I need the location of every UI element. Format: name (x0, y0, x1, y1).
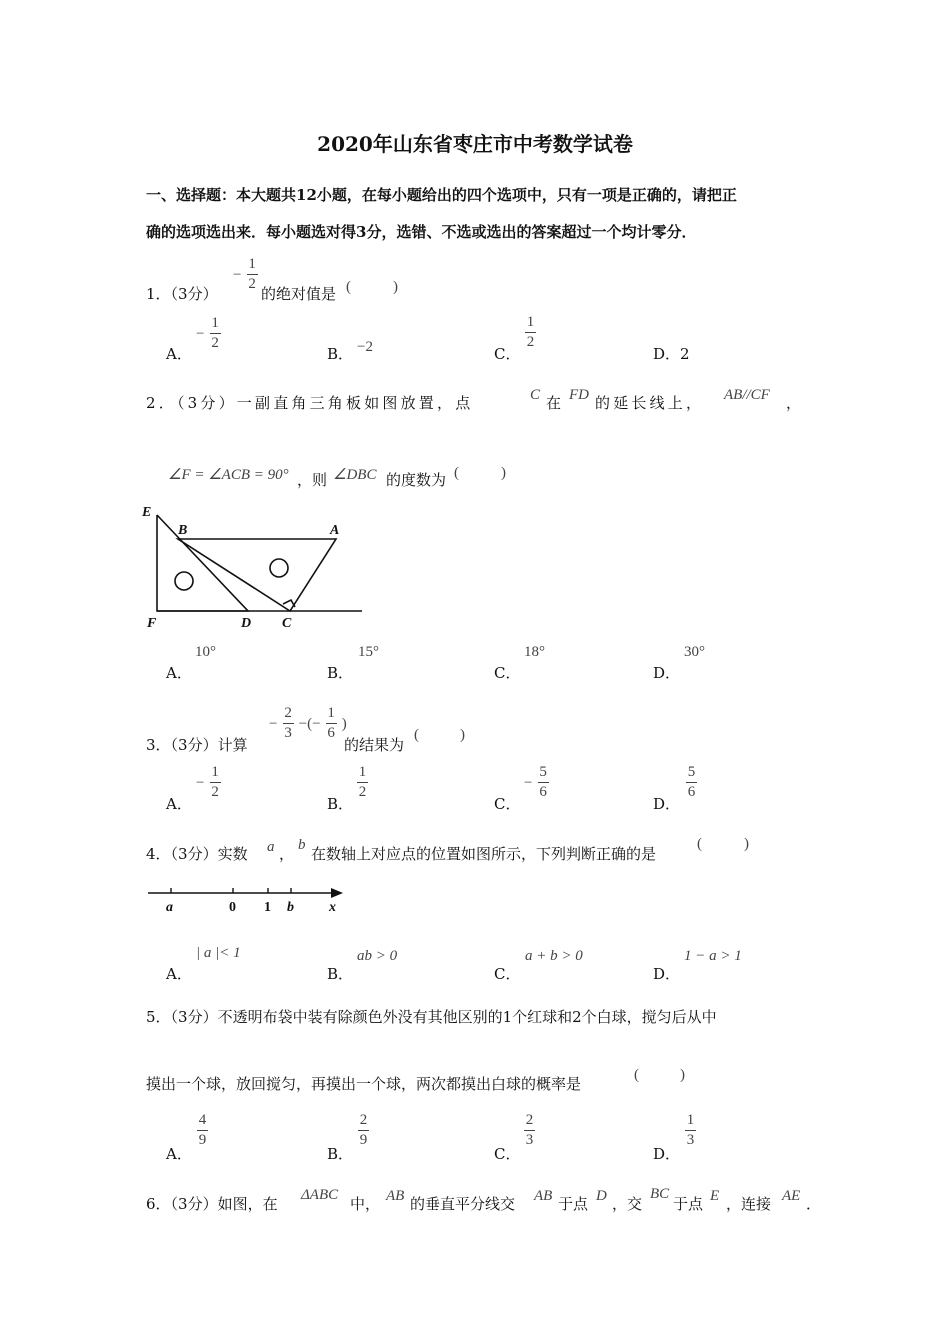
q4-axis-arrow (331, 888, 343, 898)
q2-angle-dbc: ∠DBC (333, 467, 377, 483)
q3-option-d-den: 6 (687, 784, 696, 800)
q3-option-b-label[interactable]: B． (327, 795, 354, 813)
q3-expr-num1: 2 (284, 705, 292, 721)
q3-option-b-num: 1 (358, 764, 367, 780)
q6-text-6: 于点 (673, 1195, 704, 1213)
q3-option-d-num: 5 (687, 764, 696, 780)
q5-option-b-label[interactable]: B． (327, 1145, 354, 1163)
q1-option-b-label[interactable]: B． (327, 345, 354, 363)
q3-expr-num2: 1 (327, 705, 335, 721)
q6-ab: AB (386, 1188, 405, 1204)
q2-label-e: E (142, 505, 152, 520)
q2-option-b-label[interactable]: B． (327, 664, 354, 682)
q5-option-b-value (358, 1112, 369, 1149)
q3-text: 3．（3分）计算 (146, 736, 248, 754)
q2-label-d: D (241, 616, 252, 631)
q6-d: D (596, 1188, 607, 1204)
q2-triangle-bac (178, 539, 336, 611)
q5-option-c-den: 3 (525, 1132, 534, 1148)
q1-option-c-num: 1 (526, 314, 535, 330)
q1-option-a-sign: − (196, 326, 205, 342)
q6-text-1: 6．（3分）如图，在 (146, 1195, 278, 1213)
q1-option-c-label[interactable]: C． (494, 345, 521, 363)
q4-sep: ， (279, 845, 295, 863)
q3-expr-mid: −(− (298, 716, 321, 732)
q1-option-a-label[interactable]: A． (166, 345, 192, 363)
page-title: 2020年山东省枣庄市中考数学试卷 (317, 132, 633, 156)
q4-option-d-label[interactable]: D． (653, 965, 681, 983)
q5-option-b-num: 2 (359, 1112, 368, 1128)
q5-text-line1: 5．（3分）不透明布袋中装有除颜色外没有其他区别的1个红球和2个白球，搅匀后从中 (146, 1008, 717, 1026)
q3-option-c-num: 5 (539, 764, 547, 780)
q2-option-c-value: 18° (524, 644, 545, 660)
q5-option-d-den: 3 (686, 1132, 695, 1148)
q3-expr-den1: 3 (284, 725, 292, 741)
q6-text-4: 于点 (558, 1195, 589, 1213)
q6-text-2: 中， (350, 1195, 381, 1213)
q4-axis-label-b: b (287, 900, 294, 915)
q3-text-2: 的结果为 (344, 736, 405, 754)
section-instructions-line2: 确的选项选出来．每小题选对得3分，选错、不选或选出的答案超过一个均计零分． (146, 223, 697, 241)
q3-paren-open: ( (414, 727, 419, 743)
q3-expr-sign: − (269, 716, 278, 732)
q2-triangle-figure (140, 500, 370, 635)
q6-bc: BC (650, 1186, 670, 1202)
q2-text-3: 的延长线上， (595, 394, 705, 412)
q5-option-b-den: 9 (359, 1132, 368, 1148)
q3-expression (269, 705, 347, 742)
q3-option-a-den: 2 (211, 784, 219, 800)
q2-triangle-efd (157, 515, 248, 611)
q4-option-a-label[interactable]: A． (166, 965, 192, 983)
q4-option-b-value: ab > 0 (357, 948, 398, 964)
q5-text-line2: 摸出一个球，放回搅匀，再摸出一个球，两次都摸出白球的概率是 (146, 1075, 582, 1093)
q3-expr-den2: 6 (327, 725, 335, 741)
q1-option-b-value: −2 (357, 339, 373, 355)
q1-paren-open: ( (346, 279, 351, 295)
q1-option-a-value (196, 315, 221, 352)
q5-option-c-num: 2 (525, 1112, 534, 1128)
q2-option-d-label[interactable]: D． (653, 664, 681, 682)
q2-option-a-value: 10° (195, 644, 216, 660)
q2-comma: ， (786, 394, 802, 412)
q2-parallel: AB//CF (724, 387, 770, 403)
q4-text-1: 4．（3分）实数 (146, 845, 248, 863)
q5-option-a-value (197, 1112, 208, 1149)
q1-expr-sign: − (233, 267, 242, 283)
q2-option-b-value: 15° (358, 644, 379, 660)
q5-option-d-num: 1 (686, 1112, 695, 1128)
q1-option-c-value (525, 314, 536, 351)
q4-number-line (145, 883, 345, 915)
q4-axis-label-one: 1 (264, 900, 271, 915)
q1-number: 1．（3分） (146, 285, 218, 303)
q2-label-f: F (147, 616, 157, 631)
q4-option-c-value: a + b > 0 (525, 948, 583, 964)
q6-ab-2: AB (534, 1188, 553, 1204)
q4-text-2: 在数轴上对应点的位置如图所示，下列判断正确的是 (311, 845, 657, 863)
q4-option-d-value: 1 − a > 1 (684, 948, 742, 964)
q1-option-a-den: 2 (211, 335, 219, 351)
q5-paren-close: ) (680, 1067, 685, 1083)
q2-segment-fd: FD (569, 387, 589, 403)
q4-axis-label-zero: 0 (229, 900, 236, 915)
q3-option-c-label[interactable]: C． (494, 795, 521, 813)
q4-axis-label-x: x (329, 900, 336, 915)
q2-option-a-label[interactable]: A． (166, 664, 192, 682)
q4-axis-label-a: a (166, 900, 173, 915)
q3-option-b-den: 2 (358, 784, 367, 800)
q6-ae: AE (782, 1188, 801, 1204)
q1-expression (233, 256, 258, 293)
q2-circle-right (270, 559, 288, 577)
q4-var-a: a (267, 839, 275, 855)
q5-option-d-value (685, 1112, 696, 1149)
q2-option-c-label[interactable]: C． (494, 664, 521, 682)
q2-paren-open: ( (454, 465, 459, 481)
q3-paren-close: ) (460, 727, 465, 743)
q3-option-d-value (686, 764, 697, 801)
q5-option-a-den: 9 (198, 1132, 207, 1148)
q3-option-c-den: 6 (539, 784, 547, 800)
q6-text-7: ，连接 (726, 1195, 772, 1213)
q4-var-b: b (298, 837, 306, 853)
q2-label-a: A (330, 523, 340, 538)
q3-option-a-sign: − (196, 775, 205, 791)
q2-text-4: ，则 (297, 471, 328, 489)
q6-e: E (710, 1188, 720, 1204)
q1-expr-num: 1 (248, 256, 256, 272)
q3-option-a-label[interactable]: A． (166, 795, 192, 813)
q2-label-c: C (282, 616, 292, 631)
q6-text-5: ，交 (612, 1195, 643, 1213)
q3-expr-end: ) (341, 716, 347, 732)
q1-option-a-num: 1 (211, 315, 219, 331)
q1-expr-den: 2 (248, 276, 256, 292)
q2-circle-left (175, 572, 193, 590)
q5-option-d-label[interactable]: D． (653, 1145, 681, 1163)
q2-text-2: 在 (546, 394, 562, 412)
q3-option-d-label[interactable]: D． (653, 795, 681, 813)
q2-label-b: B (178, 523, 188, 538)
q6-text-3: 的垂直平分线交 (410, 1195, 516, 1213)
q6-period: ． (806, 1195, 822, 1213)
q1-text: 的绝对值是 (261, 285, 337, 303)
q2-point-c: C (530, 387, 541, 403)
q1-option-d[interactable]: D．2 (653, 345, 690, 363)
q4-option-a-value: | a |< 1 (196, 945, 241, 961)
q5-option-c-label[interactable]: C． (494, 1145, 521, 1163)
q4-paren-open: ( (697, 836, 702, 852)
q2-text-1: 2．（3分）一副直角三角板如图放置，点 (146, 394, 474, 412)
q5-paren-open: ( (634, 1067, 639, 1083)
q5-option-a-num: 4 (198, 1112, 207, 1128)
q2-paren-close: ) (501, 465, 506, 481)
q2-condition: ∠F = ∠ACB = 90° (168, 467, 289, 483)
q6-triangle: ΔABC (301, 1187, 339, 1203)
q4-option-c-label[interactable]: C． (494, 965, 521, 983)
section-instructions-line1: 一、选择题：本大题共12小题，在每小题给出的四个选项中，只有一项是正确的，请把正 (146, 186, 737, 204)
q1-paren-close: ) (393, 279, 398, 295)
q3-option-c-sign: − (524, 775, 533, 791)
q5-option-c-value (524, 1112, 535, 1149)
q3-option-a-value (196, 764, 221, 801)
q2-text-5: 的度数为 (386, 471, 447, 489)
q3-option-b-value (357, 764, 368, 801)
q2-option-d-value: 30° (684, 644, 705, 660)
q4-paren-close: ) (744, 836, 749, 852)
q3-option-a-num: 1 (211, 764, 219, 780)
q3-option-c-value (524, 764, 549, 801)
q4-option-b-label[interactable]: B． (327, 965, 354, 983)
q5-option-a-label[interactable]: A． (166, 1145, 192, 1163)
q1-option-c-den: 2 (526, 334, 535, 350)
